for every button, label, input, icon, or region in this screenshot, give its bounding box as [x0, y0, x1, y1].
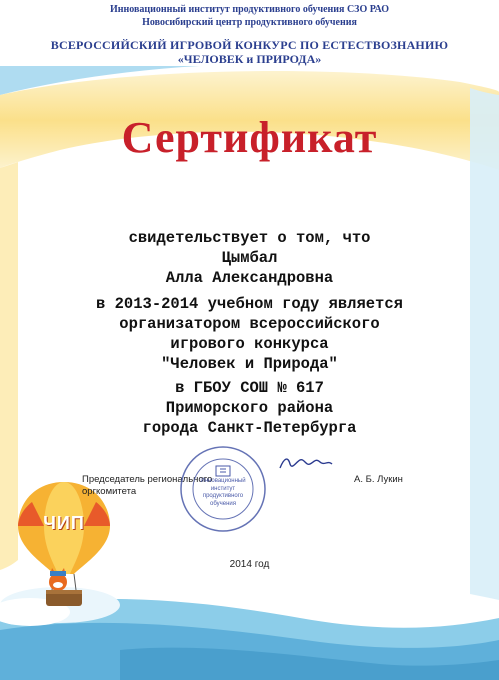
- balloon-label: ЧИП: [43, 513, 85, 533]
- stamp-line-4: обучения: [209, 500, 237, 507]
- signature-title-line1: Председатель регионального: [82, 474, 213, 485]
- balloon-illustration: [14, 478, 114, 618]
- body-line-6: игрового конкурса: [170, 335, 329, 353]
- certificate-title: Сертификат: [121, 113, 378, 162]
- stamp-line-2: институт: [210, 485, 236, 492]
- body-line-1: свидетельствует о том, что: [128, 229, 371, 247]
- contest-name: ВСЕРОССИЙСКИЙ ИГРОВОЙ КОНКУРС ПО ЕСТЕСТВОЗНАНИЮ: [50, 38, 449, 52]
- contest-subtitle: «ЧЕЛОВЕК и ПРИРОДА»: [177, 52, 322, 66]
- handwritten-signature: [276, 452, 336, 476]
- given-names: Алла Александровна: [165, 269, 334, 287]
- institute-name: Инновационный институт продуктивного обучения СЗО РАО: [109, 4, 390, 15]
- stamp-line-3: продуктивного: [202, 493, 244, 499]
- signatory-name: А. Б. Лукин: [354, 474, 403, 485]
- body-line-7: "Человек и Природа": [161, 355, 338, 373]
- official-stamp: [178, 444, 268, 534]
- surname: Цымбал: [221, 249, 278, 267]
- center-name: Новосибирский центр продуктивного обучения: [142, 17, 357, 28]
- school-line: в ГБОУ СОШ № 617: [175, 379, 324, 397]
- issue-year: 2014 год: [229, 559, 270, 570]
- body-line-4: в 2013-2014 учебном году является: [96, 295, 403, 313]
- district-line: Приморского района: [165, 399, 334, 417]
- stamp-line-1: Инновационный: [200, 478, 246, 484]
- body-line-5: организатором всероссийского: [119, 315, 380, 333]
- signature-title-line2: оргкомитета: [82, 486, 137, 497]
- city-line: города Санкт-Петербурга: [142, 419, 357, 437]
